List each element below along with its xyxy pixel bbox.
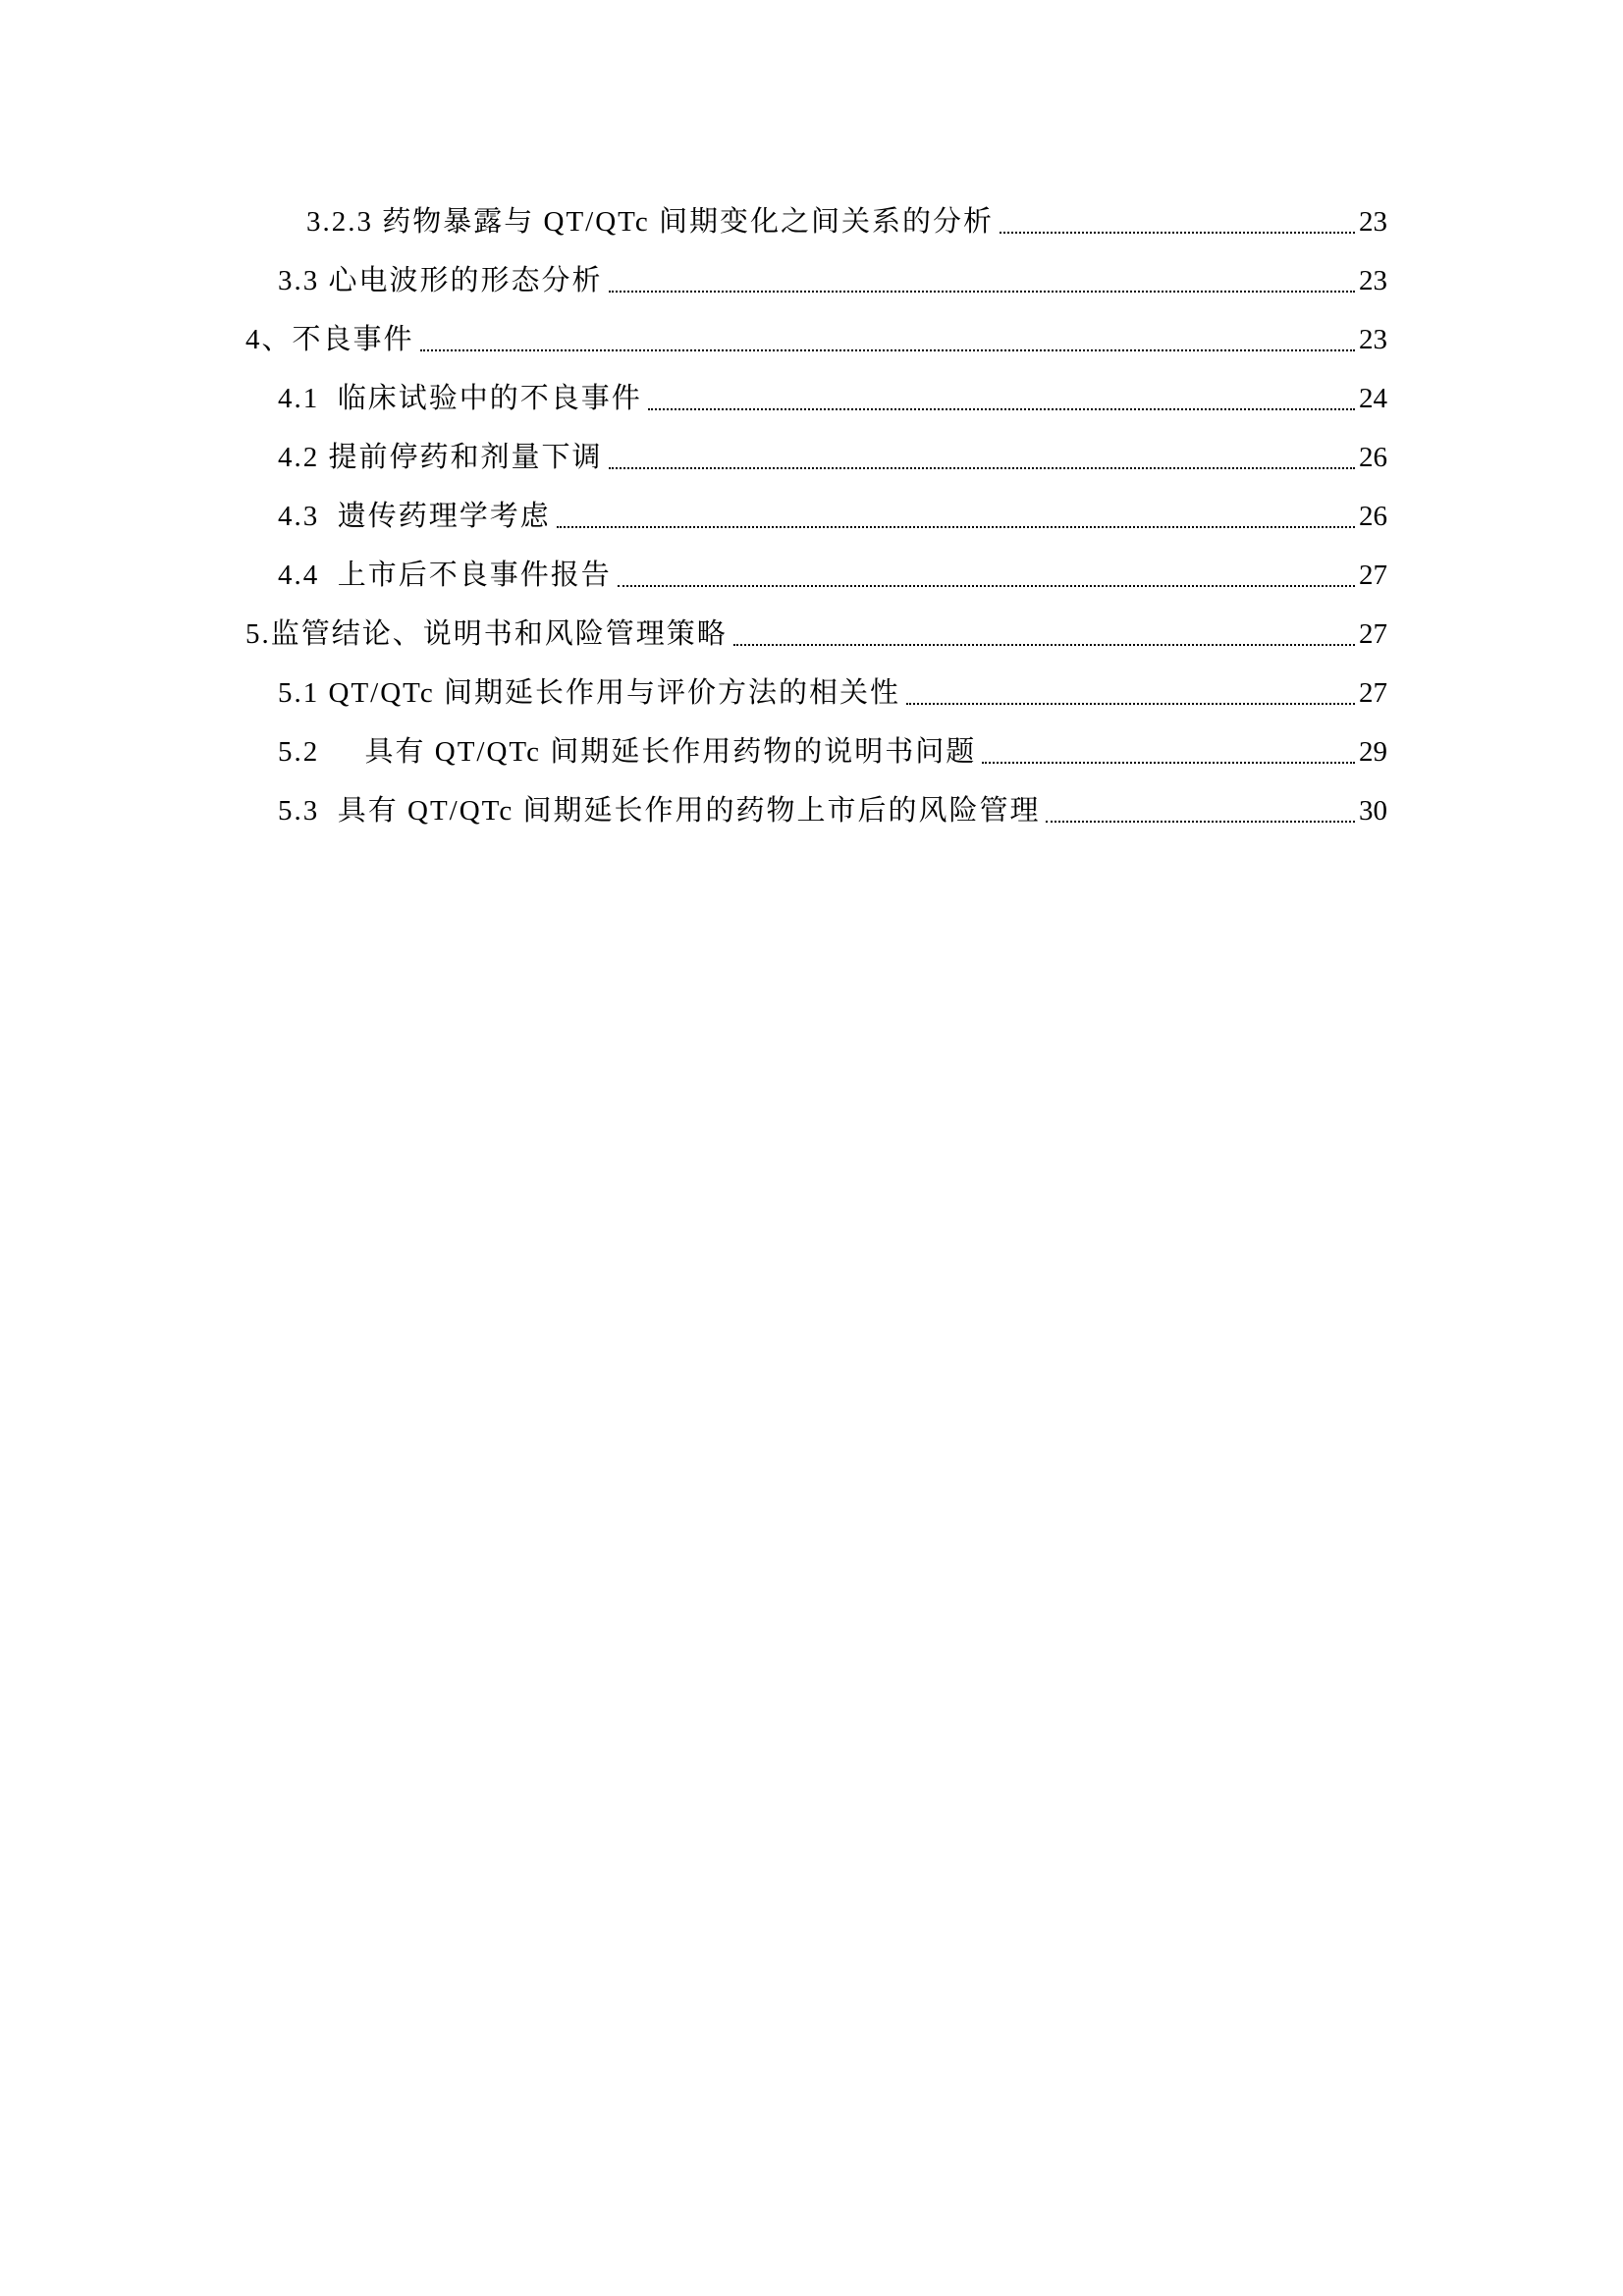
toc-entry-3-2-3 bbox=[306, 200, 1387, 243]
toc-dot-leader bbox=[733, 644, 1355, 646]
toc-page-number: 23 bbox=[1359, 265, 1387, 296]
toc-dot-leader bbox=[609, 291, 1355, 293]
toc-page-number: 26 bbox=[1359, 442, 1387, 473]
toc-dot-leader bbox=[609, 467, 1355, 469]
toc-dot-leader bbox=[906, 703, 1355, 705]
toc-entry-title: 4.4 上市后不良事件报告 bbox=[278, 560, 612, 591]
toc-dot-leader bbox=[1046, 821, 1355, 823]
toc-page-number: 29 bbox=[1359, 736, 1387, 768]
toc-entry-title: 5.监管结论、说明书和风险管理策略 bbox=[245, 618, 728, 650]
toc-entry-5-2 bbox=[278, 730, 1387, 774]
toc-entry-title: 4.1 临床试验中的不良事件 bbox=[278, 383, 642, 414]
toc-entry-5-1 bbox=[278, 671, 1387, 715]
toc-entry-title: 5.1 QT/QTc 间期延长作用与评价方法的相关性 bbox=[278, 677, 900, 709]
toc-page-number: 24 bbox=[1359, 383, 1387, 414]
toc-entry-5-3 bbox=[278, 789, 1387, 832]
toc-entry-title: 4、不良事件 bbox=[245, 324, 414, 355]
toc-page-number: 23 bbox=[1359, 324, 1387, 355]
toc-page-number: 23 bbox=[1359, 206, 1387, 238]
toc-entry-4-1 bbox=[278, 377, 1387, 420]
toc-dot-leader bbox=[618, 585, 1355, 587]
toc-entry-title: 4.3 遗传药理学考虑 bbox=[278, 501, 551, 532]
toc-entry-title: 3.3 心电波形的形态分析 bbox=[278, 265, 603, 296]
toc-dot-leader bbox=[982, 762, 1355, 764]
toc-entry-4-4 bbox=[278, 554, 1387, 597]
toc-dot-leader bbox=[1000, 232, 1355, 234]
toc-page-number: 27 bbox=[1359, 618, 1387, 650]
toc-entry-5 bbox=[245, 613, 1387, 656]
toc-entry-title: 5.3 具有 QT/QTc 间期延长作用的药物上市后的风险管理 bbox=[278, 795, 1041, 827]
toc-page-number: 30 bbox=[1359, 795, 1387, 827]
toc-dot-leader bbox=[648, 408, 1355, 410]
toc-entry-title: 5.2 具有 QT/QTc 间期延长作用药物的说明书问题 bbox=[278, 736, 977, 768]
toc-entry-4-2 bbox=[278, 436, 1387, 479]
toc-page-number: 27 bbox=[1359, 560, 1387, 591]
toc-entry-title: 3.2.3 药物暴露与 QT/QTc 间期变化之间关系的分析 bbox=[306, 206, 994, 238]
toc-page-number: 27 bbox=[1359, 677, 1387, 709]
toc-page-number: 26 bbox=[1359, 501, 1387, 532]
toc-entry-4 bbox=[245, 318, 1387, 361]
toc-entry-title: 4.2 提前停药和剂量下调 bbox=[278, 442, 603, 473]
toc-dot-leader bbox=[557, 526, 1355, 528]
toc-entry-4-3 bbox=[278, 495, 1387, 538]
toc-dot-leader bbox=[420, 349, 1355, 351]
toc-entry-3-3 bbox=[278, 259, 1387, 302]
